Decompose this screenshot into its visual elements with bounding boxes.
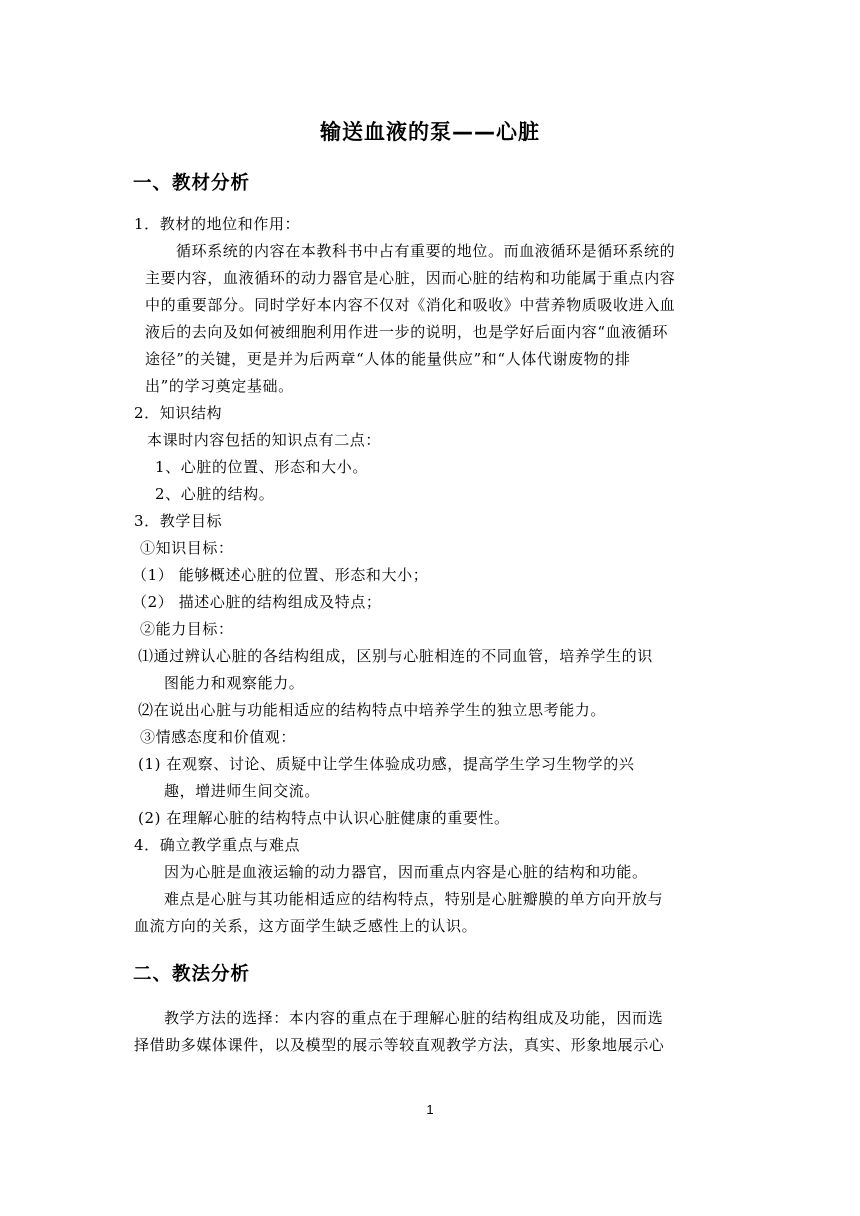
page-number: 1	[426, 1102, 434, 1117]
item-2-intro: 本课时内容包括的知识点有二点：	[147, 431, 382, 449]
item-1-paragraph-line: 主要内容，血液循环的动力器官是心脏，因而心脏的结构和功能属于重点内容	[145, 269, 676, 287]
knowledge-goal-label: ①知识目标：	[140, 539, 234, 557]
item-4-label: 4．确立教学重点与难点	[134, 836, 301, 854]
attitude-goal-item: (2) 在理解心脏的结构特点中认识心脏健康的重要性。	[138, 809, 510, 827]
ability-goal-item: ⑴通过辨认心脏的各结构组成，区别与心脏相连的不同血管，培养学生的识	[138, 647, 653, 665]
item-1-paragraph-line: 途径”的关键，更是并为后两章“人体的能量供应”和“人体代谢废物的排	[145, 350, 631, 368]
item-2-label: 2．知识结构	[134, 404, 223, 422]
item-1-paragraph-line: 中的重要部分。同时学好本内容不仅对《消化和吸收》中营养物质吸收进入血	[145, 296, 676, 314]
section-heading-textbook-analysis: 一、教材分析	[133, 173, 251, 194]
item-1-paragraph-line: 液后的去向及如何被细胞利用作进一步的说明，也是学好后面内容“血液循环	[145, 323, 669, 341]
attitude-goal-label: ③情感态度和价值观：	[140, 728, 297, 746]
attitude-goal-item-continued: 趣，增进师生间交流。	[164, 782, 321, 800]
knowledge-point: 2、心脏的结构。	[155, 485, 275, 503]
ability-goal-item: ⑵在说出心脏与功能相适应的结构特点中培养学生的独立思考能力。	[138, 701, 607, 719]
teaching-method-paragraph-line: 择借助多媒体课件，以及模型的展示等较直观教学方法，真实、形象地展示心	[134, 1036, 665, 1054]
ability-goal-label: ②能力目标：	[140, 620, 234, 638]
knowledge-goal-item: （1） 能够概述心脏的位置、形态和大小；	[132, 566, 429, 584]
section-heading-teaching-method: 二、教法分析	[133, 964, 251, 985]
item-1-label: 1．教材的地位和作用：	[134, 215, 301, 233]
document-title: 输送血液的泵——心脏	[320, 120, 540, 144]
item-4-paragraph: 因为心脏是血液运输的动力器官，因而重点内容是心脏的结构和功能。	[164, 863, 648, 881]
teaching-method-paragraph-line: 教学方法的选择：本内容的重点在于理解心脏的结构组成及功能，因而选	[164, 1009, 664, 1027]
knowledge-goal-item: （2） 描述心脏的结构组成及特点；	[132, 593, 382, 611]
knowledge-point: 1、心脏的位置、形态和大小。	[155, 458, 368, 476]
item-1-paragraph-line: 循环系统的内容在本教科书中占有重要的地位。而血液循环是循环系统的	[176, 242, 676, 260]
attitude-goal-item: (1) 在观察、讨论、质疑中让学生体验成功感，提高学生学习生物学的兴	[138, 755, 635, 773]
item-4-paragraph-line: 难点是心脏与其功能相适应的结构特点，特别是心脏瓣膜的单方向开放与	[164, 890, 664, 908]
ability-goal-item-continued: 图能力和观察能力。	[164, 674, 305, 692]
item-1-paragraph-line: 出”的学习奠定基础。	[145, 377, 294, 395]
item-4-paragraph-line: 血流方向的关系，这方面学生缺乏感性上的认识。	[134, 917, 478, 935]
item-3-label: 3．教学目标	[134, 512, 223, 530]
